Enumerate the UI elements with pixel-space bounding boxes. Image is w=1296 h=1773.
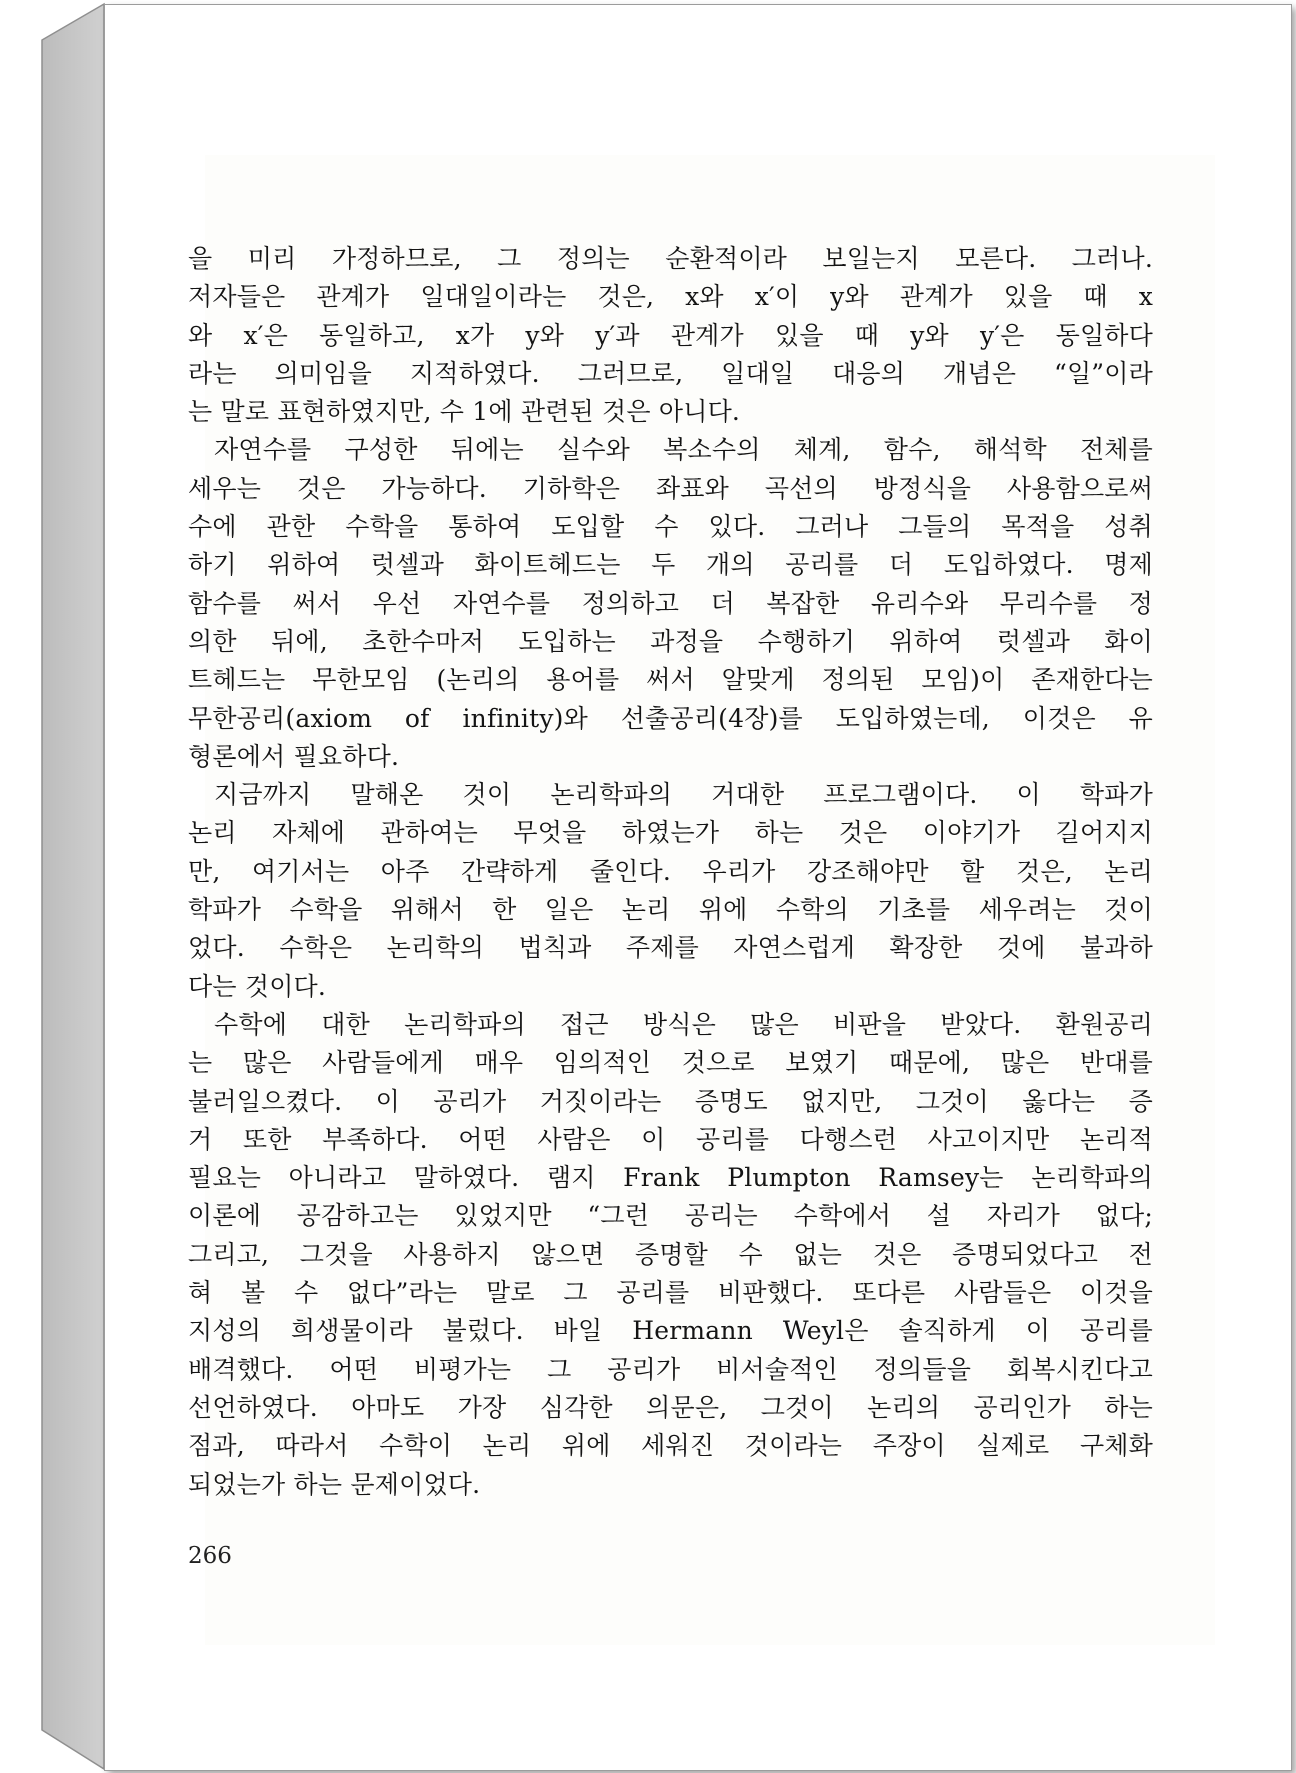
text-line: 지성의 희생물이라 불렀다. 바일 Hermann Weyl은 솔직하게 이 공리를 [188, 1316, 1153, 1346]
text-line: 저자들은 관계가 일대일이라는 것은, x와 x′이 y와 관계가 있을 때 x [188, 282, 1153, 312]
text-line: 었다. 수학은 논리학의 법칙과 주제를 자연스럽게 확장한 것에 불과하 [188, 933, 1153, 963]
paragraph-1 [188, 240, 1153, 431]
text-line: 수에 관한 수학을 통하여 도입할 수 있다. 그러나 그들의 목적을 성취 [188, 512, 1153, 542]
text-line: 혀 볼 수 없다”라는 말로 그 공리를 비판했다. 또다른 사람들은 이것을 [188, 1278, 1153, 1308]
text-line: 점과, 따라서 수학이 논리 위에 세워진 것이라는 주장이 실제로 구체화 [188, 1431, 1153, 1461]
paragraph-2 [188, 431, 1153, 776]
text-line: 그리고, 그것을 사용하지 않으면 증명할 수 없는 것은 증명되었다고 전 [188, 1239, 1153, 1269]
text-line: 다는 것이다. [188, 971, 327, 1001]
text-line: 지금까지 말해온 것이 논리학파의 거대한 프로그램이다. 이 학파가 [214, 780, 1153, 810]
text-line: 무한공리(axiom of infinity)와 선출공리(4장)를 도입하였는데, 이것은 유 [188, 703, 1153, 733]
text-line: 는 많은 사람들에게 매우 임의적인 것으로 보였기 때문에, 많은 반대를 [188, 1048, 1153, 1078]
text-line: 불러일으켰다. 이 공리가 거짓이라는 증명도 없지만, 그것이 옳다는 증 [188, 1086, 1153, 1116]
text-line: 만, 여기서는 아주 간략하게 줄인다. 우리가 강조해야만 할 것은, 논리 [188, 856, 1153, 886]
page-number: 266 [188, 1543, 232, 1569]
text-line: 함수를 써서 우선 자연수를 정의하고 더 복잡한 유리수와 무리수를 정 [188, 588, 1153, 618]
text-line: 선언하였다. 아마도 가장 심각한 의문은, 그것이 논리의 공리인가 하는 [188, 1392, 1153, 1422]
text-line: 이론에 공감하고는 있었지만 “그런 공리는 수학에서 설 자리가 없다; [188, 1201, 1153, 1231]
text-line: 는 말로 표현하였지만, 수 1에 관련된 것은 아니다. [188, 397, 741, 427]
text-line: 자연수를 구성한 뒤에는 실수와 복소수의 체계, 함수, 해석학 전체를 [214, 435, 1153, 465]
text-line: 형론에서 필요하다. [188, 741, 400, 771]
paragraph-3 [188, 776, 1153, 1006]
text-line: 와 x′은 동일하고, x가 y와 y′과 관계가 있을 때 y와 y′은 동일하다 [188, 320, 1153, 350]
text-line: 되었는가 하는 문제이었다. [188, 1469, 481, 1499]
text-line: 트헤드는 무한모임 (논리의 용어를 써서 알맞게 정의된 모임)이 존재한다는 [188, 665, 1153, 695]
text-line: 논리 자체에 관하여는 무엇을 하였는가 하는 것은 이야기가 길어지지 [188, 818, 1153, 848]
text-line: 배격했다. 어떤 비평가는 그 공리가 비서술적인 정의들을 회복시킨다고 [188, 1354, 1153, 1384]
book-spine [0, 0, 110, 1773]
text-line: 수학에 대한 논리학파의 접근 방식은 많은 비판을 받았다. 환원공리 [214, 1009, 1153, 1039]
text-line: 라는 의미임을 지적하였다. 그러므로, 일대일 대응의 개념은 “일”이라 [188, 358, 1153, 388]
page-body-text [188, 240, 1153, 1504]
text-line: 을 미리 가정하므로, 그 정의는 순환적이라 보일는지 모른다. 그러나. [188, 244, 1153, 273]
text-line: 세우는 것은 가능하다. 기하학은 좌표와 곡선의 방정식을 사용함으로써 [188, 473, 1153, 503]
text-line: 하기 위하여 럿셀과 화이트헤드는 두 개의 공리를 더 도입하였다. 명제 [188, 550, 1153, 580]
text-line: 거 또한 부족하다. 어떤 사람은 이 공리를 다행스런 사고이지만 논리적 [188, 1124, 1153, 1154]
text-line: 학파가 수학을 위해서 한 일은 논리 위에 수학의 기초를 세우려는 것이 [188, 895, 1153, 925]
paragraph-4 [188, 1006, 1153, 1504]
text-line: 필요는 아니라고 말하였다. 램지 Frank Plumpton Ramsey는 논리학파의 [188, 1163, 1153, 1193]
text-line: 의한 뒤에, 초한수마저 도입하는 과정을 수행하기 위하여 럿셀과 화이 [188, 626, 1153, 656]
